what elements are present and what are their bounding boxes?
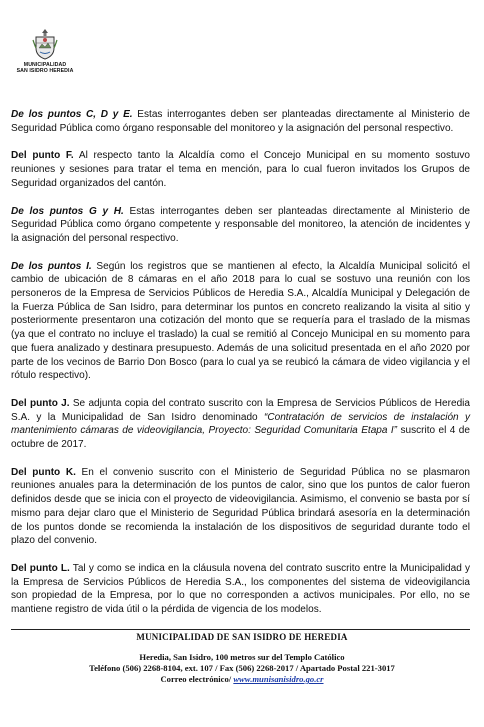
- paragraph-point-i: [11, 260, 470, 383]
- org-name-line1: MUNICIPALIDAD: [23, 62, 67, 68]
- footer-phones: Teléfono (506) 2268-8104, ext. 107 / Fax (506) 2268-2017 / Apartado Postal 221-3017: [89, 663, 395, 673]
- paragraph-text: Estas interrogantes deben ser planteadas directamente al Ministerio de Seguridad Pública como órgano responsable del monitoreo y la asignación del personal respectivo.: [11, 109, 470, 134]
- paragraph-text: Según los registros que se mantienen al efecto, la Alcaldía Municipal solicitó el cambio de ubicación de 8 cámaras en el año 2018 para lo cual se sostuvo una reunión con los personeros de la Empresa de Servicios Públicos de Heredia S.A., Alcaldía Municipal y Delegación de la Fuerza Pública de San Isidro, para determinar los puntos en concreto realizando la visita al sitio y posteriormente presentaron una cotización del monto que se requería para el traslado de la mismas (ya que el contrato no incluye el traslado) la cual se remitió al Concejo Municipal en su momento para que fuera analizado y destinara presupuesto. Además de una solicitud presentada en el año 2020 por parte de los vecinos de Barrio Don Bosco (para lo cual ya se reubicó la cámara de video vigilancia y el rótulo respectivo).: [11, 260, 470, 382]
- footer-email-label: Correo electrónico/: [160, 674, 234, 684]
- website-link[interactable]: www.munisanisidro.go.cr: [233, 674, 324, 684]
- paragraph-text: Al respecto tanto la Alcaldía como el Concejo Municipal en su momento sostuvo reuniones y sesiones para tratar el tema en mención, para lo cual fueron invitados los Grupos de Seguridad organizados del cantón.: [11, 150, 470, 189]
- letter-body: [11, 108, 470, 631]
- paragraph-point-j: [11, 397, 470, 452]
- paragraph-lead: De los puntos G y H.: [11, 205, 124, 217]
- footer-title: MUNICIPALIDAD DE SAN ISIDRO DE HEREDIA: [136, 632, 348, 642]
- paragraph-lead: De los puntos C, D y E.: [11, 109, 133, 120]
- footer: [0, 632, 484, 685]
- contract-title-quote: “Contratación de servicios de instalación y mantenimiento cámaras de videovigilancia, Proyecto: Seguridad Comunitaria Etapa I”: [11, 411, 470, 437]
- paragraph-text: En el convenio suscrito con el Ministerio de Seguridad Pública no se plasmaron reuniones anuales para la determinación de los puntos de calor, sino que los puntos de calor fueron definidos desde que se inicia con el proyecto de videovigilancia. Asimismo, el convenio se basta por sí mismo para dejar claro que el Ministerio de Seguridad Pública brindará asesoría en la determinación de los puntos donde se recomienda la instalación de los dispositivos de seguridad durante todo el plazo del convenio.: [11, 466, 470, 547]
- paragraph-point-l: [11, 562, 470, 617]
- paragraph-point-f: [11, 149, 470, 190]
- paragraph-points-g-h: [11, 205, 470, 246]
- paragraph-text: Tal y como se indica en la cláusula novena del contrato suscrito entre la Municipalidad y la Empresa de Servicios Públicos de Heredia S.A., los componentes del sistema de videovigilancia son propiedad de la Empresa, por lo que no corresponden a activos municipales. Por ello, no se mantiene registro de vida útil o la pérdida de vigencia de los modelos.: [11, 562, 470, 616]
- footer-email-line: [0, 674, 484, 685]
- paragraph-lead: De los puntos I.: [11, 260, 92, 272]
- paragraph-point-k: [11, 466, 470, 548]
- paragraph-text: Estas interrogantes deben ser planteadas directamente al Ministerio de Seguridad Pública como órgano competente y responsable del monitoreo, la atención de incidentes y la asignación del personal respectivo.: [11, 205, 470, 244]
- org-name-line2: SAN ISIDRO HEREDIA: [16, 68, 74, 74]
- paragraph-lead: Del punto K.: [11, 466, 76, 478]
- municipal-coat-of-arms-icon: [32, 28, 58, 60]
- paragraph-lead: Del punto F.: [11, 150, 74, 162]
- paragraph-points-c-d-e: [11, 108, 470, 135]
- paragraph-lead: Del punto J.: [11, 397, 70, 409]
- footer-address: Heredia, San Isidro, 100 metros sur del Templo Católico: [139, 652, 345, 662]
- letterhead: [8, 28, 82, 74]
- paragraph-text-after: suscrito el 4 de octubre de 2017.: [11, 425, 470, 451]
- paragraph-text: Se adjunta copia del contrato suscrito con la Empresa de Servicios Públicos de Heredia S.A. y la Municipalidad de San Isidro denominado: [11, 397, 470, 423]
- footer-divider: [11, 629, 470, 630]
- paragraph-lead: Del punto L.: [11, 562, 70, 574]
